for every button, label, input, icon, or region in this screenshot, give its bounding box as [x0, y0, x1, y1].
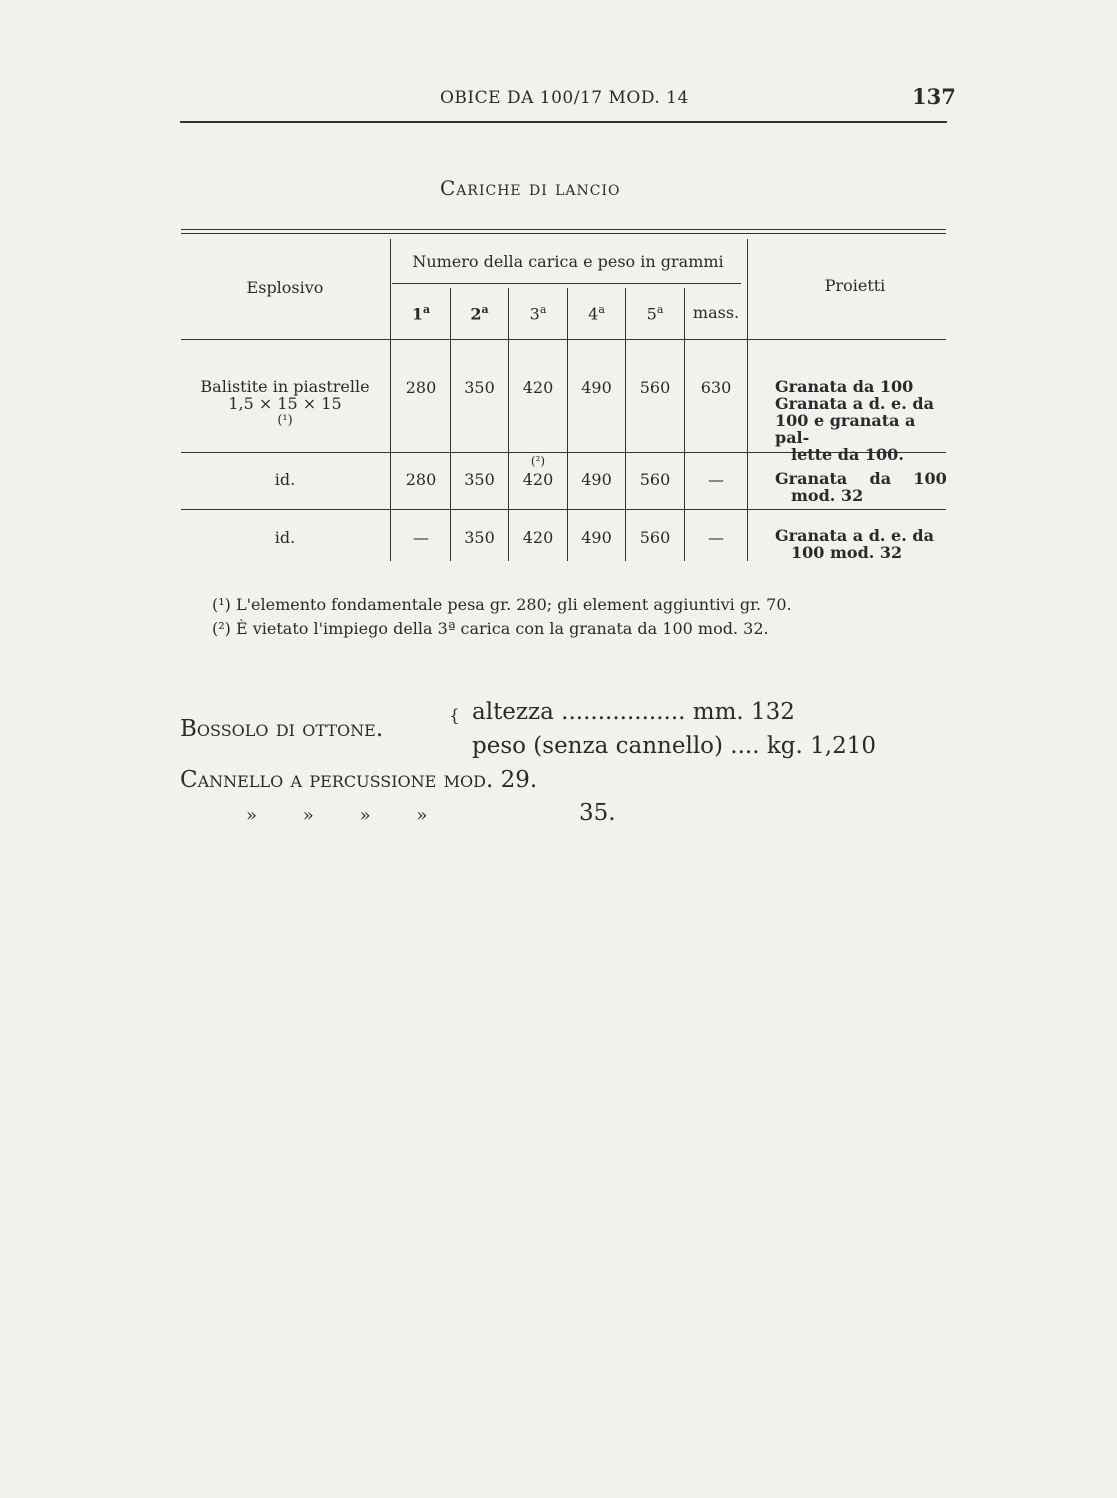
cannello-line: Cannello a percussione mod. 29.: [180, 767, 538, 793]
table-cell: 280: [405, 470, 437, 489]
header-esplosivo: Esplosivo: [246, 278, 324, 297]
header-proietti: Proietti: [824, 276, 886, 295]
bossolo-altezza: altezza ................. mm. 132: [472, 699, 795, 725]
footnote-1: (¹) L'elemento fondamentale pesa gr. 280; gli element aggiuntivi gr. 70.: [212, 595, 792, 614]
row-esplosivo: id.: [274, 528, 296, 547]
bossolo-label: Bossolo di ottone.: [180, 716, 384, 742]
col-divider: [625, 288, 626, 561]
row-proietti: Granata a d. e. da 100 mod. 32: [775, 526, 934, 562]
table-cell: —: [413, 528, 429, 547]
header-charge-1: 1$^a$: [411, 303, 431, 324]
table-cell: 420: [522, 378, 554, 397]
col-divider: [450, 288, 451, 561]
header-charge-5: 5$^a$: [646, 303, 664, 324]
table-cell: 420: [522, 528, 554, 547]
row2-bottom-rule: [181, 509, 946, 510]
running-title: OBICE DA 100/17 MOD. 14: [440, 88, 689, 108]
table-cell: 560: [639, 378, 671, 397]
header-group: Numero della carica e peso in grammi: [412, 252, 724, 271]
header-mass: mass.: [692, 303, 740, 322]
ditto-marks: » » » »: [246, 805, 428, 826]
table-cell: 560: [639, 470, 671, 489]
group-header-rule: [392, 283, 741, 284]
table-cell: 420: [522, 470, 554, 489]
header-charge-4: 4$^a$: [588, 303, 605, 324]
row-esplosivo: id.: [274, 470, 296, 489]
table-cell: 490: [581, 528, 612, 547]
table-cell: 490: [581, 470, 612, 489]
table-top-rule: [181, 229, 946, 230]
col-divider: [508, 288, 509, 561]
row-proietti: Granata da 100 mod. 32: [775, 469, 947, 505]
note-mark: (²): [530, 454, 546, 468]
table-cell: —: [708, 528, 724, 547]
table-cell: 350: [464, 378, 495, 397]
col-divider: [747, 239, 748, 561]
footnote-2: (²) È vietato l'impiego della 3ª carica con la granata da 100 mod. 32.: [212, 619, 769, 638]
col-divider: [567, 288, 568, 561]
brace-mark: {: [449, 706, 460, 726]
header-charge-2: 2$^a$: [470, 303, 489, 324]
table-cell: —: [708, 470, 724, 489]
col-divider: [684, 288, 685, 561]
header-rule: [180, 121, 947, 123]
col-divider: [390, 239, 391, 561]
row-esplosivo: Balistite in piastrelle 1,5 × 15 × 15 (¹): [200, 377, 370, 428]
table-cell: 630: [700, 378, 732, 397]
section-title: Cariche di lancio: [440, 176, 621, 200]
header-bottom-rule: [181, 339, 946, 340]
row-proietti: Granata da 100 Granata a d. e. da 100 e granata a pal- lette da 100.: [775, 377, 934, 464]
page-number: 137: [912, 84, 956, 109]
table-cell: 350: [464, 470, 495, 489]
table-cell: 490: [581, 378, 612, 397]
table-top-rule-2: [181, 233, 946, 234]
table-cell: 560: [639, 528, 671, 547]
header-charge-3: 3$^a$: [529, 303, 547, 324]
table-cell: 350: [464, 528, 495, 547]
table-cell: 280: [405, 378, 437, 397]
cannello-value-2: 35.: [579, 800, 616, 826]
bossolo-peso: peso (senza cannello) .... kg. 1,210: [472, 733, 876, 759]
